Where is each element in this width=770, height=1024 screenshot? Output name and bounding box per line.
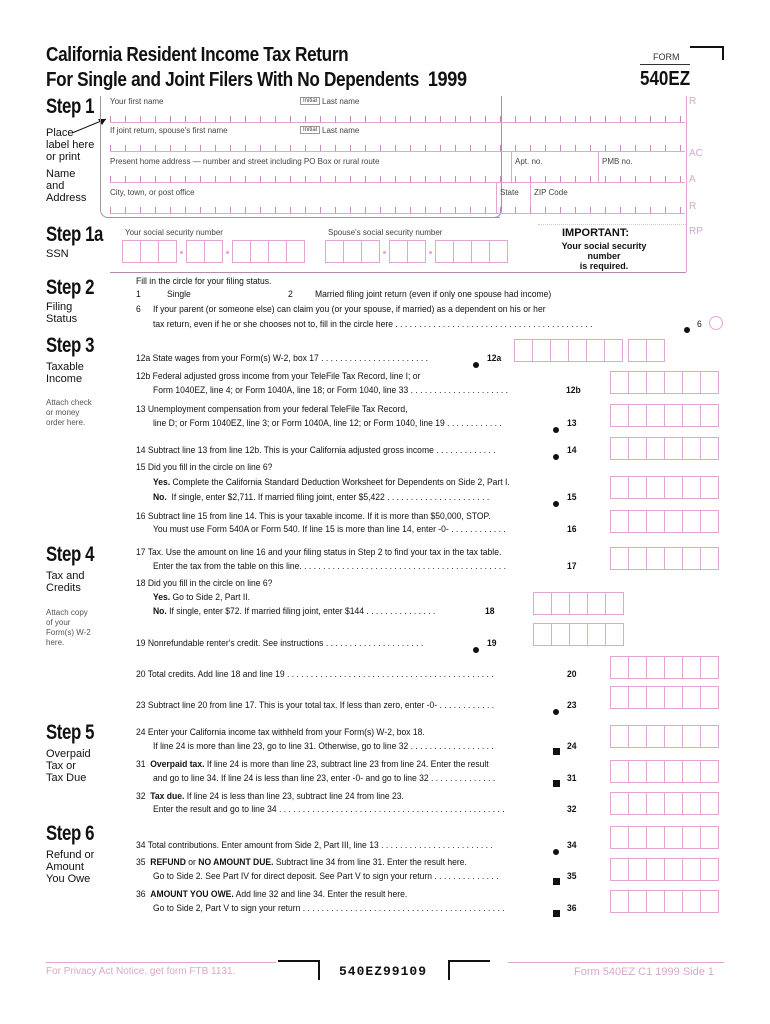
form-title-text: For Single and Joint Filers With No Dependents	[46, 69, 419, 91]
line35-boxes[interactable]	[610, 858, 718, 881]
bullet-icon	[684, 320, 690, 338]
line17-text-b: Enter the tax from the table on this line. . . . . . . . . . . . . . . . . . . . . . . . . . . . . . . . . . . . . . . . . . . .	[153, 561, 507, 572]
code-a: A	[689, 174, 696, 185]
line34-boxes[interactable]	[610, 826, 718, 849]
line36-boxes[interactable]	[610, 890, 718, 913]
line31-ref: 31	[567, 773, 577, 784]
line17-boxes[interactable]	[610, 547, 718, 570]
overpaid-heading: Overpaid Tax or Tax Due	[46, 748, 91, 784]
opt6-ref: 6	[697, 319, 702, 330]
line32-text-b: Enter the result and go to line 34 . . . . . . . . . . . . . . . . . . . . . . . . . . . . . . . . . . . . . . . . . . . . . . . .	[153, 804, 505, 815]
line31-text-a: 31 Overpaid tax. If line 24 is more than line 23, subtract line 23 from line 24. Enter the result	[136, 759, 489, 770]
line32-text-a: 32 Tax due. If line 24 is less than line 23, subtract line 24 from line 23.	[136, 791, 404, 802]
attach-w2-note: Attach copy of your Form(s) W-2 here.	[46, 608, 91, 647]
line13-boxes[interactable]	[610, 404, 718, 427]
initial-label: Initial	[300, 97, 320, 105]
filing-instr: Fill in the circle for your filing status.	[136, 276, 272, 287]
line23-ref: 23	[567, 700, 577, 711]
square-icon	[553, 774, 560, 792]
line17-text-a: 17 Tax. Use the amount on line 16 and your filing status in Step 2 to find your tax in the tax table.	[136, 547, 502, 558]
corner-mark	[690, 46, 724, 60]
rule	[46, 962, 276, 963]
line15-yes: Yes. Complete the California Standard Deduction Worksheet for Dependents on Side 2, Part I.	[153, 477, 510, 488]
bullet-icon	[473, 355, 479, 373]
privacy-notice: For Privacy Act Notice, get form FTB 1131.	[46, 966, 236, 977]
city-label: City, town, or post office	[110, 188, 195, 197]
line12b-ref: 12b	[566, 385, 581, 396]
line19-text: 19 Nonrefundable renter's credit. See instructions . . . . . . . . . . . . . . . . . . . . .	[136, 638, 424, 649]
line12a-text: 12a State wages from your Form(s) W-2, box 17 . . . . . . . . . . . . . . . . . . . . . . .	[136, 353, 429, 364]
dependent-circle[interactable]	[709, 316, 723, 330]
line32-boxes[interactable]	[610, 792, 718, 815]
line16-boxes[interactable]	[610, 510, 718, 533]
opt1-label: Single	[167, 289, 191, 300]
line23-text: 23 Subtract line 20 from line 17. This is your total tax. If less than zero, enter -0- . . . . . . . . . . . .	[136, 700, 495, 711]
spouse-ssn-boxes[interactable]	[325, 240, 507, 263]
form-label-rule	[640, 64, 690, 65]
attach-check-note: Attach check or money order here.	[46, 398, 92, 427]
pmb-label: PMB no.	[602, 157, 633, 166]
spouse-ssn-label: Spouse's social security number	[328, 228, 443, 237]
line20-ref: 20	[567, 669, 577, 680]
bullet-icon	[553, 494, 559, 512]
bullet-icon	[473, 640, 479, 658]
spouse-initial-label: Initial	[300, 126, 320, 134]
form-side-label: Form 540EZ C1 1999 Side 1	[574, 966, 715, 978]
line14-boxes[interactable]	[610, 437, 718, 460]
line35-text-a: 35 REFUND or NO AMOUNT DUE. Subtract line 34 from line 31. Enter the result here.	[136, 857, 467, 868]
line23-boxes[interactable]	[610, 686, 718, 709]
rule	[508, 962, 724, 963]
opt1-num: 1	[136, 289, 141, 300]
opt6-num: 6	[136, 304, 141, 315]
square-icon	[553, 872, 560, 890]
form-title-line2	[46, 68, 467, 92]
spouse-first-label: If joint return, spouse's first name	[110, 126, 228, 135]
opt6-text-a: If your parent (or someone else) can claim you (or your spouse, if married) as a dependent on his or her	[153, 304, 546, 315]
line20-text: 20 Total credits. Add line 18 and line 19 . . . . . . . . . . . . . . . . . . . . . . . . . . . . . . . . . . . . . . . . . . . .	[136, 669, 494, 680]
footer-corner-right	[448, 960, 490, 980]
line18-text-a: 18 Did you fill in the circle on line 6?	[136, 578, 273, 589]
important-label: IMPORTANT:	[562, 227, 630, 239]
rule	[110, 213, 685, 214]
line18-no: No. If single, enter $72. If married filing joint, enter $144 . . . . . . . . . . . . . . .	[153, 606, 436, 617]
zip-label: ZIP Code	[534, 188, 568, 197]
joint-radio[interactable]	[298, 288, 310, 300]
code-rp: RP	[689, 226, 703, 237]
rule	[110, 122, 685, 123]
bullet-icon	[553, 420, 559, 438]
line19-ref: 19	[487, 638, 497, 649]
line32-ref: 32	[567, 804, 577, 815]
line16-text-b: You must use Form 540A or Form 540. If line 15 is more than line 14, enter -0- . . . . . . . . . . . .	[153, 524, 506, 535]
first-name-label: Your first name	[110, 97, 164, 106]
line15-text-a: 15 Did you fill in the circle on line 6?	[136, 462, 273, 473]
important-text: Your social security number is required.	[561, 241, 647, 271]
line18-boxes[interactable]	[533, 592, 623, 615]
line14-ref: 14	[567, 445, 577, 456]
step1-title: Step 1	[46, 95, 95, 118]
line19-boxes[interactable]	[533, 623, 623, 646]
line16-text-a: 16 Subtract line 15 from line 14. This is your taxable income. If it is more than $50,000, STOP.	[136, 511, 491, 522]
opt2-label: Married filing joint return (even if only one spouse had income)	[315, 289, 552, 300]
form-label: FORM	[653, 52, 680, 62]
code-r1: R	[689, 96, 697, 107]
line24-text-b: If line 24 is more than line 23, go to line 31. Otherwise, go to line 32 . . . . . . . . . . . . . . . . . .	[153, 741, 494, 752]
taxable-income-heading: Taxable Income	[46, 361, 84, 385]
code-ac: AC	[689, 148, 703, 159]
last-name-label: Last name	[322, 97, 360, 106]
step1a-title: Step 1a	[46, 223, 103, 246]
step4-title: Step 4	[46, 543, 95, 566]
line31-boxes[interactable]	[610, 760, 718, 783]
square-icon	[553, 742, 560, 760]
line17-ref: 17	[567, 561, 577, 572]
place-label-text: Place label here or print	[46, 127, 95, 163]
code-r2: R	[689, 201, 697, 212]
line35-text-b: Go to Side 2. See Part IV for direct deposit. See Part V to sign your return . . . . . . . . . . . . . .	[153, 871, 499, 882]
line14-text: 14 Subtract line 13 from line 12b. This is your California adjusted gross income . . . . . . . . . . . . .	[136, 445, 496, 456]
line34-text: 34 Total contributions. Enter amount from Side 2, Part III, line 13 . . . . . . . . . . . . . . . . . . . . . . . .	[136, 840, 493, 851]
rule	[686, 96, 687, 272]
line31-text-b: and go to line 34. If line 24 is less than line 23, enter -0- and go to line 32 . . . . . . . . . . . . . .	[153, 773, 496, 784]
state-label: State	[500, 188, 519, 197]
refund-heading: Refund or Amount You Owe	[46, 849, 95, 885]
line12a-boxes[interactable]	[514, 339, 664, 362]
line35-ref: 35	[567, 871, 577, 882]
line18-yes: Yes. Go to Side 2, Part II.	[153, 592, 250, 603]
tax-year: 1999	[427, 68, 467, 91]
step6-title: Step 6	[46, 822, 95, 845]
address-label: Present home address — number and street including PO Box or rural route	[110, 157, 380, 166]
filing-status-heading: Filing Status	[46, 301, 78, 325]
line13-text-b: line D; or Form 1040EZ, line 3; or Form 1040A, line 12; or Form 1040, line 19 . . . . . . . . . . . .	[153, 418, 502, 429]
line24-text-a: 24 Enter your California income tax withheld from your Form(s) W-2, box 18.	[136, 727, 425, 738]
spouse-last-label: Last name	[322, 126, 360, 135]
line12a-ref: 12a	[487, 353, 502, 364]
line36-text-a: 36 AMOUNT YOU OWE. Add line 32 and line 34. Enter the result here.	[136, 889, 408, 900]
line15-no: No. If single, enter $2,711. If married filing joint, enter $5,422 . . . . . . . . . . . . . . . . . . . . . .	[153, 492, 490, 503]
step5-title: Step 5	[46, 721, 95, 744]
bullet-icon	[553, 702, 559, 720]
single-radio[interactable]	[148, 288, 160, 300]
bullet-icon	[553, 842, 559, 860]
bullet-icon	[553, 447, 559, 465]
square-icon	[553, 904, 560, 922]
barcode-text: 540EZ99109	[339, 964, 428, 979]
line15-boxes[interactable]	[610, 476, 718, 499]
your-ssn-boxes[interactable]	[122, 240, 304, 263]
apt-label: Apt. no.	[515, 157, 543, 166]
step3-title: Step 3	[46, 334, 95, 357]
step2-title: Step 2	[46, 276, 95, 299]
rule	[110, 272, 686, 273]
line20-boxes[interactable]	[610, 656, 718, 679]
line34-ref: 34	[567, 840, 577, 851]
form-title-line1: California Resident Income Tax Return	[46, 44, 349, 66]
line36-ref: 36	[567, 903, 577, 914]
form-number: 540EZ	[640, 68, 691, 90]
ssn-heading: SSN	[46, 248, 69, 260]
line13-ref: 13	[567, 418, 577, 429]
footer-corner-left	[278, 960, 320, 980]
name-address-heading: Name and Address	[46, 168, 87, 204]
line15-ref: 15	[567, 492, 577, 503]
opt2-num: 2	[288, 289, 293, 300]
line12b-text-a: 12b Federal adjusted gross income from your TeleFile Tax Record, line I; or	[136, 371, 421, 382]
line16-ref: 16	[567, 524, 577, 535]
line36-text-b: Go to Side 2, Part V to sign your return . . . . . . . . . . . . . . . . . . . . . . . . . . . . . . . . . . . . . . . . . . .	[153, 903, 505, 914]
rule	[110, 182, 685, 183]
line18-ref: 18	[485, 606, 495, 617]
line24-boxes[interactable]	[610, 725, 718, 748]
opt6-text-b: tax return, even if he or she chooses not to, fill in the circle here . . . . . . . . . . . . . . . . . . . . . . . . . . . . . . . . . . . . . . . . . .	[153, 319, 593, 330]
your-ssn-label: Your social security number	[125, 228, 223, 237]
line13-text-a: 13 Unemployment compensation from your federal TeleFile Tax Record,	[136, 404, 408, 415]
tax-credits-heading: Tax and Credits	[46, 570, 85, 594]
line12b-text-b: Form 1040EZ, line 4; or Form 1040A, line 18; or Form 1040, line 33 . . . . . . . . . . . . . . . . . . . . .	[153, 385, 508, 396]
line12b-boxes[interactable]	[610, 371, 718, 394]
line24-ref: 24	[567, 741, 577, 752]
